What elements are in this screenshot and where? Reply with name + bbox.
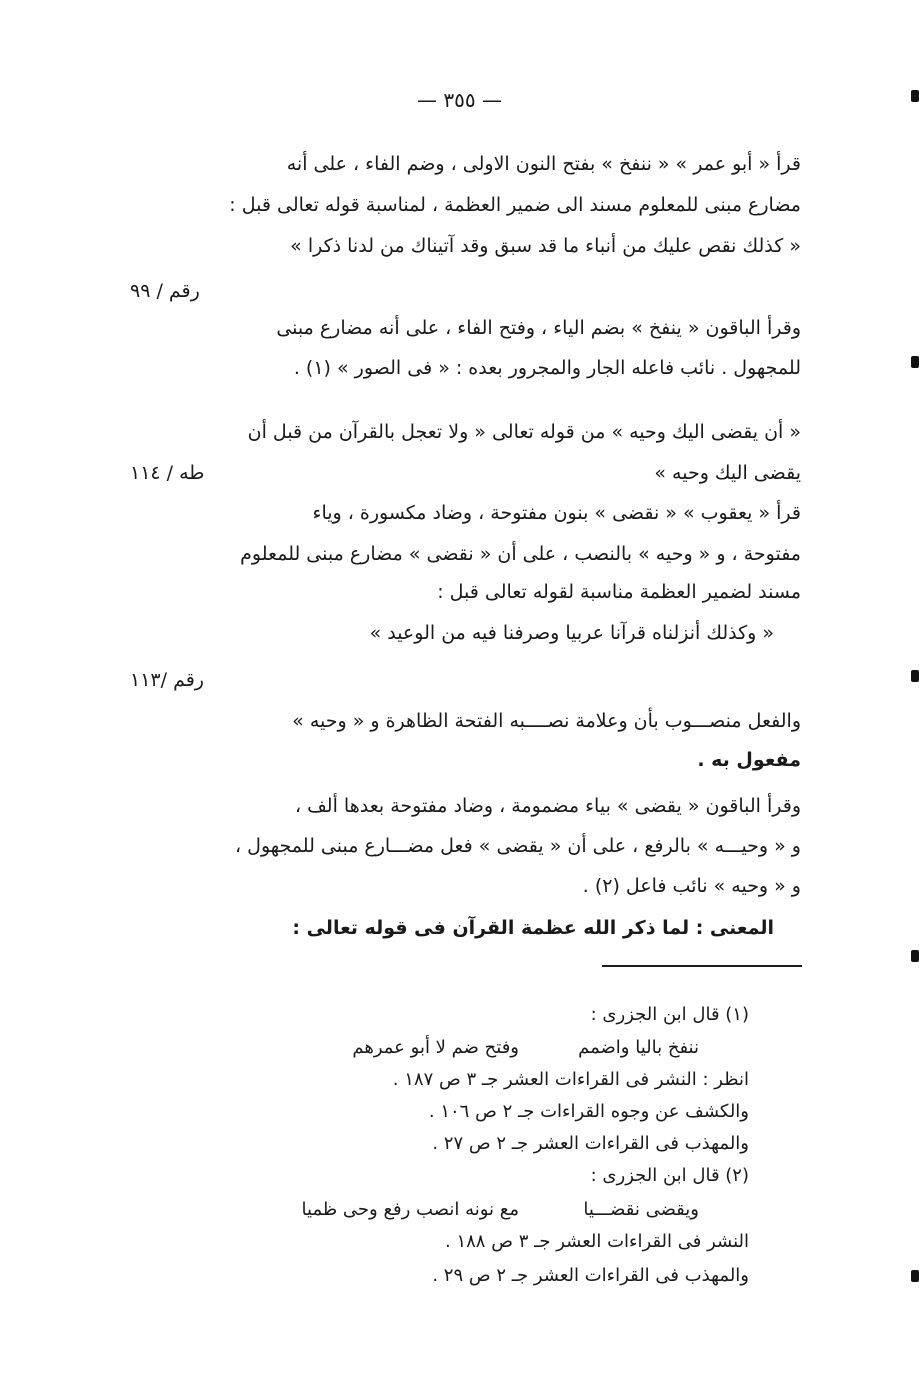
- footnote-line: والمهذب فى القراءات العشر جـ ٢ ص ٢٧ .: [432, 1133, 749, 1154]
- body-line: والفعل منصـــوب بأن وعلامة نصــــبه الفتحة الظاهرة و « وحيه »: [292, 710, 801, 732]
- body-line: المعنى : لما ذكر الله عظمة القرآن فى قوله تعالى :: [292, 917, 774, 939]
- footnote-line: ويقضى نقضـــيا: [583, 1199, 699, 1220]
- verse-reference: رقم / ٩٩: [130, 280, 200, 302]
- scan-edge-mark: [911, 90, 919, 102]
- footnote-line: مع نونه انصب رفع وحى ظميا: [301, 1199, 519, 1220]
- footnote-line: انظر : النشر فى القراءات العشر جـ ٣ ص ١٨٧ .: [392, 1069, 749, 1090]
- body-line: قرأ « أبو عمر » « ننفخ » بفتح النون الاولى ، وضم الفاء ، على أنه: [286, 153, 801, 175]
- body-line: يقضى اليك وحيه »: [654, 462, 801, 484]
- page-number: — ٣٥٥ —: [417, 88, 502, 112]
- footnote-line: ننفخ باليا واضمم: [578, 1037, 699, 1058]
- footnote-line: النشر فى القراءات العشر جـ ٣ ص ١٨٨ .: [445, 1231, 749, 1252]
- body-line: و « وحيه » نائب فاعل (٢) .: [582, 875, 801, 897]
- body-line: مفتوحة ، و « وحيه » بالنصب ، على أن « نقضى » مضارع مبنى للمعلوم: [240, 543, 801, 565]
- scan-edge-mark: [911, 1270, 919, 1282]
- body-line: « كذلك نقص عليك من أنباء ما قد سبق وقد آتيناك من لدنا ذكرا »: [290, 235, 801, 257]
- footnote-line: وفتح ضم لا أبو عمرهم: [352, 1037, 519, 1058]
- scan-edge-mark: [911, 670, 919, 682]
- quran-quote: « وكذلك أنزلناه قرآنا عربيا وصرفنا فيه من الوعيد »: [369, 622, 774, 644]
- body-line: مسند لضمير العظمة مناسبة لقوله تعالى قبل :: [437, 581, 801, 603]
- verse-reference: رقم /١١٣: [130, 669, 204, 691]
- verse-reference: طه / ١١٤: [130, 462, 205, 484]
- body-line: وقرأ الباقون « ينفخ » بضم الياء ، وفتح الفاء ، على أنه مضارع مبنى: [276, 317, 801, 339]
- footnote-line: والمهذب فى القراءات العشر جـ ٢ ص ٢٩ .: [432, 1265, 749, 1286]
- body-line: مفعول به .: [697, 749, 801, 771]
- scan-edge-mark: [911, 950, 919, 962]
- body-line: قرأ « يعقوب » « نقضى » بنون مفتوحة ، وضاد مكسورة ، وياء: [312, 502, 801, 524]
- body-line: « أن يقضى اليك وحيه » من قوله تعالى « ولا تعجل بالقرآن من قبل أن: [247, 421, 801, 443]
- body-line: مضارع مبنى للمعلوم مسند الى ضمير العظمة ، لمناسبة قوله تعالى قبل :: [229, 194, 801, 216]
- body-line: للمجهول . نائب فاعله الجار والمجرور بعده : « فى الصور » (١) .: [293, 357, 801, 379]
- body-line: وقرأ الباقون « يقضى » بياء مضمومة ، وضاد مفتوحة بعدها ألف ،: [294, 795, 801, 817]
- scan-edge-mark: [911, 356, 919, 368]
- footnote-line: والكشف عن وجوه القراءات جـ ٢ ص ١٠٦ .: [428, 1101, 749, 1122]
- footnote-line: (١) قال ابن الجزرى :: [590, 1004, 749, 1025]
- footnote-line: (٢) قال ابن الجزرى :: [590, 1165, 749, 1186]
- footnote-separator: [602, 965, 802, 967]
- body-line: و « وحيـــه » بالرفع ، على أن « يقضى » فعل مضـــارع مبنى للمجهول ،: [234, 835, 801, 857]
